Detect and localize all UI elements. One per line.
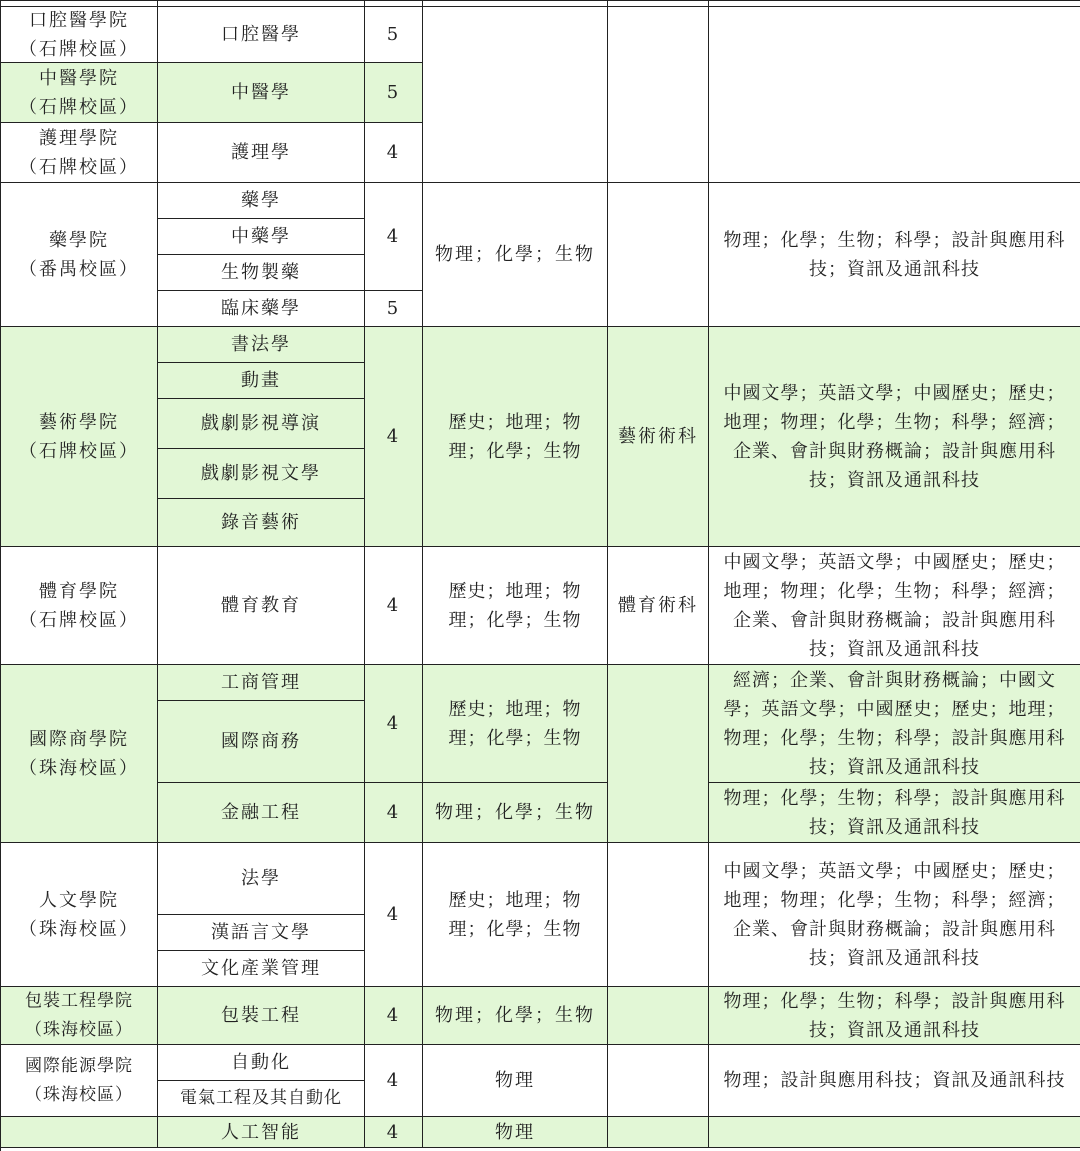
- major-cell: 中醫學: [158, 63, 365, 123]
- major-cell: 自動化: [158, 1045, 365, 1081]
- subjects-cell: 歷史；地理；物理；化學；生物: [423, 547, 608, 665]
- years-cell: 4: [365, 843, 423, 987]
- college-cell: [1, 123, 158, 183]
- college-cell: [1, 547, 158, 665]
- major-cell: 動畫: [158, 363, 365, 399]
- college-cell: [1, 843, 158, 987]
- campus-name: （石牌校區）: [19, 609, 139, 631]
- campus-name: （石牌校區）: [19, 440, 139, 462]
- college-cell: [1, 63, 158, 123]
- college-cell: [1, 7, 158, 63]
- major-cell: 口腔醫學: [158, 7, 365, 63]
- years-cell: 4: [365, 987, 423, 1045]
- college-cell: [1, 327, 158, 547]
- major-cell: 錄音藝術: [158, 499, 365, 547]
- subjects-cell: 物理；化學；生物: [423, 987, 608, 1045]
- major-cell: 文化產業管理: [158, 951, 365, 987]
- exam-cell: [608, 843, 709, 987]
- exam-cell: [608, 987, 709, 1045]
- college-cell: [1, 183, 158, 327]
- years-cell: 4: [365, 327, 423, 547]
- years-cell: 5: [365, 7, 423, 63]
- college-name: 中醫學院: [39, 67, 119, 89]
- major-cell: 包裝工程: [158, 987, 365, 1045]
- campus-name: （珠海校區）: [19, 918, 139, 940]
- subjects-cell: 歷史；地理；物理；化學；生物: [423, 327, 608, 547]
- exam-cell: 藝術術科: [608, 327, 709, 547]
- major-cell: 生物製藥: [158, 255, 365, 291]
- years-cell: 4: [365, 123, 423, 183]
- accepted-cell: 物理；化學；生物；科學；設計與應用科技；資訊及通訊科技: [709, 987, 1080, 1045]
- major-cell: 護理學: [158, 123, 365, 183]
- college-cell: [1, 665, 158, 843]
- accepted-cell: 物理；設計與應用科技；資訊及通訊科技: [709, 1045, 1080, 1117]
- major-cell: 中藥學: [158, 219, 365, 255]
- years-cell: 5: [365, 63, 423, 123]
- major-cell: 工商管理: [158, 665, 365, 701]
- years-cell: 4: [365, 183, 423, 291]
- subjects-cell: 歷史；地理；物理；化學；生物: [423, 665, 608, 783]
- major-cell: 戲劇影視導演: [158, 399, 365, 449]
- subjects-cell: 物理；化學；生物: [423, 783, 608, 843]
- college-name: 國際能源學院: [25, 1055, 133, 1076]
- subjects-cell: 物理；化學；生物: [423, 183, 608, 327]
- campus-name: （石牌校區）: [19, 96, 139, 118]
- major-cell: 體育教育: [158, 547, 365, 665]
- college-cell: [1, 1117, 158, 1148]
- accepted-cell: 中國文學；英語文學；中國歷史；歷史；地理；物理；化學；生物；科學；經濟；企業、會計與財務概論；設計與應用科技；資訊及通訊科技: [709, 327, 1080, 547]
- campus-name: （石牌校區）: [19, 38, 139, 60]
- major-cell: 臨床藥學: [158, 291, 365, 327]
- major-cell: 國際商務: [158, 701, 365, 783]
- college-name: 包裝工程學院: [25, 990, 133, 1011]
- major-cell: 金融工程: [158, 783, 365, 843]
- accepted-cell: 經濟；企業、會計與財務概論；中國文學；英語文學；中國歷史；歷史；地理；物理；化學；生物；科學；設計與應用科技；資訊及通訊科技: [709, 665, 1080, 783]
- years-cell: 4: [365, 1117, 423, 1148]
- years-cell: 4: [365, 783, 423, 843]
- campus-name: （珠海校區）: [25, 1019, 133, 1040]
- exam-cell: [608, 665, 709, 843]
- college-name: 人文學院: [39, 889, 119, 911]
- major-cell: 漢語言文學: [158, 915, 365, 951]
- years-cell: 4: [365, 1045, 423, 1117]
- exam-cell: [608, 1117, 709, 1148]
- campus-name: （石牌校區）: [19, 156, 139, 178]
- subjects-cell: 歷史；地理；物理；化學；生物: [423, 843, 608, 987]
- major-cell: 法學: [158, 843, 365, 915]
- major-cell: 電氣工程及其自動化: [158, 1081, 365, 1117]
- college-cell: [1, 1045, 158, 1117]
- major-cell: 人工智能: [158, 1117, 365, 1148]
- college-cell: [1, 987, 158, 1045]
- subjects-cell: 物理: [423, 1117, 608, 1148]
- college-name: 國際商學院: [29, 728, 129, 750]
- major-cell: 書法學: [158, 327, 365, 363]
- major-cell: 戲劇影視文學: [158, 449, 365, 499]
- college-name: 體育學院: [39, 580, 119, 602]
- accepted-cell: [709, 7, 1080, 183]
- years-cell: 5: [365, 291, 423, 327]
- exam-cell: [608, 7, 709, 183]
- subjects-cell: [423, 7, 608, 183]
- accepted-cell: 中國文學；英語文學；中國歷史；歷史；地理；物理；化學；生物；科學；經濟；企業、會計與財務概論；設計與應用科技；資訊及通訊科技: [709, 843, 1080, 987]
- campus-name: （珠海校區）: [19, 757, 139, 779]
- subjects-cell: 物理: [423, 1045, 608, 1117]
- exam-cell: 體育術科: [608, 547, 709, 665]
- college-name: 護理學院: [39, 127, 119, 149]
- years-cell: 4: [365, 665, 423, 783]
- college-name: 藝術學院: [39, 411, 119, 433]
- accepted-cell: [709, 1117, 1080, 1148]
- college-name: 藥學院: [49, 229, 109, 251]
- major-cell: 藥學: [158, 183, 365, 219]
- college-name: 口腔醫學院: [29, 9, 129, 31]
- exam-cell: [608, 183, 709, 327]
- campus-name: （珠海校區）: [25, 1084, 133, 1105]
- campus-name: （番禺校區）: [19, 258, 139, 280]
- accepted-cell: 物理；化學；生物；科學；設計與應用科技；資訊及通訊科技: [709, 183, 1080, 327]
- years-cell: 4: [365, 547, 423, 665]
- exam-cell: [608, 1045, 709, 1117]
- accepted-cell: 物理；化學；生物；科學；設計與應用科技；資訊及通訊科技: [709, 783, 1080, 843]
- accepted-cell: 中國文學；英語文學；中國歷史；歷史；地理；物理；化學；生物；科學；經濟；企業、會計與財務概論；設計與應用科技；資訊及通訊科技: [709, 547, 1080, 665]
